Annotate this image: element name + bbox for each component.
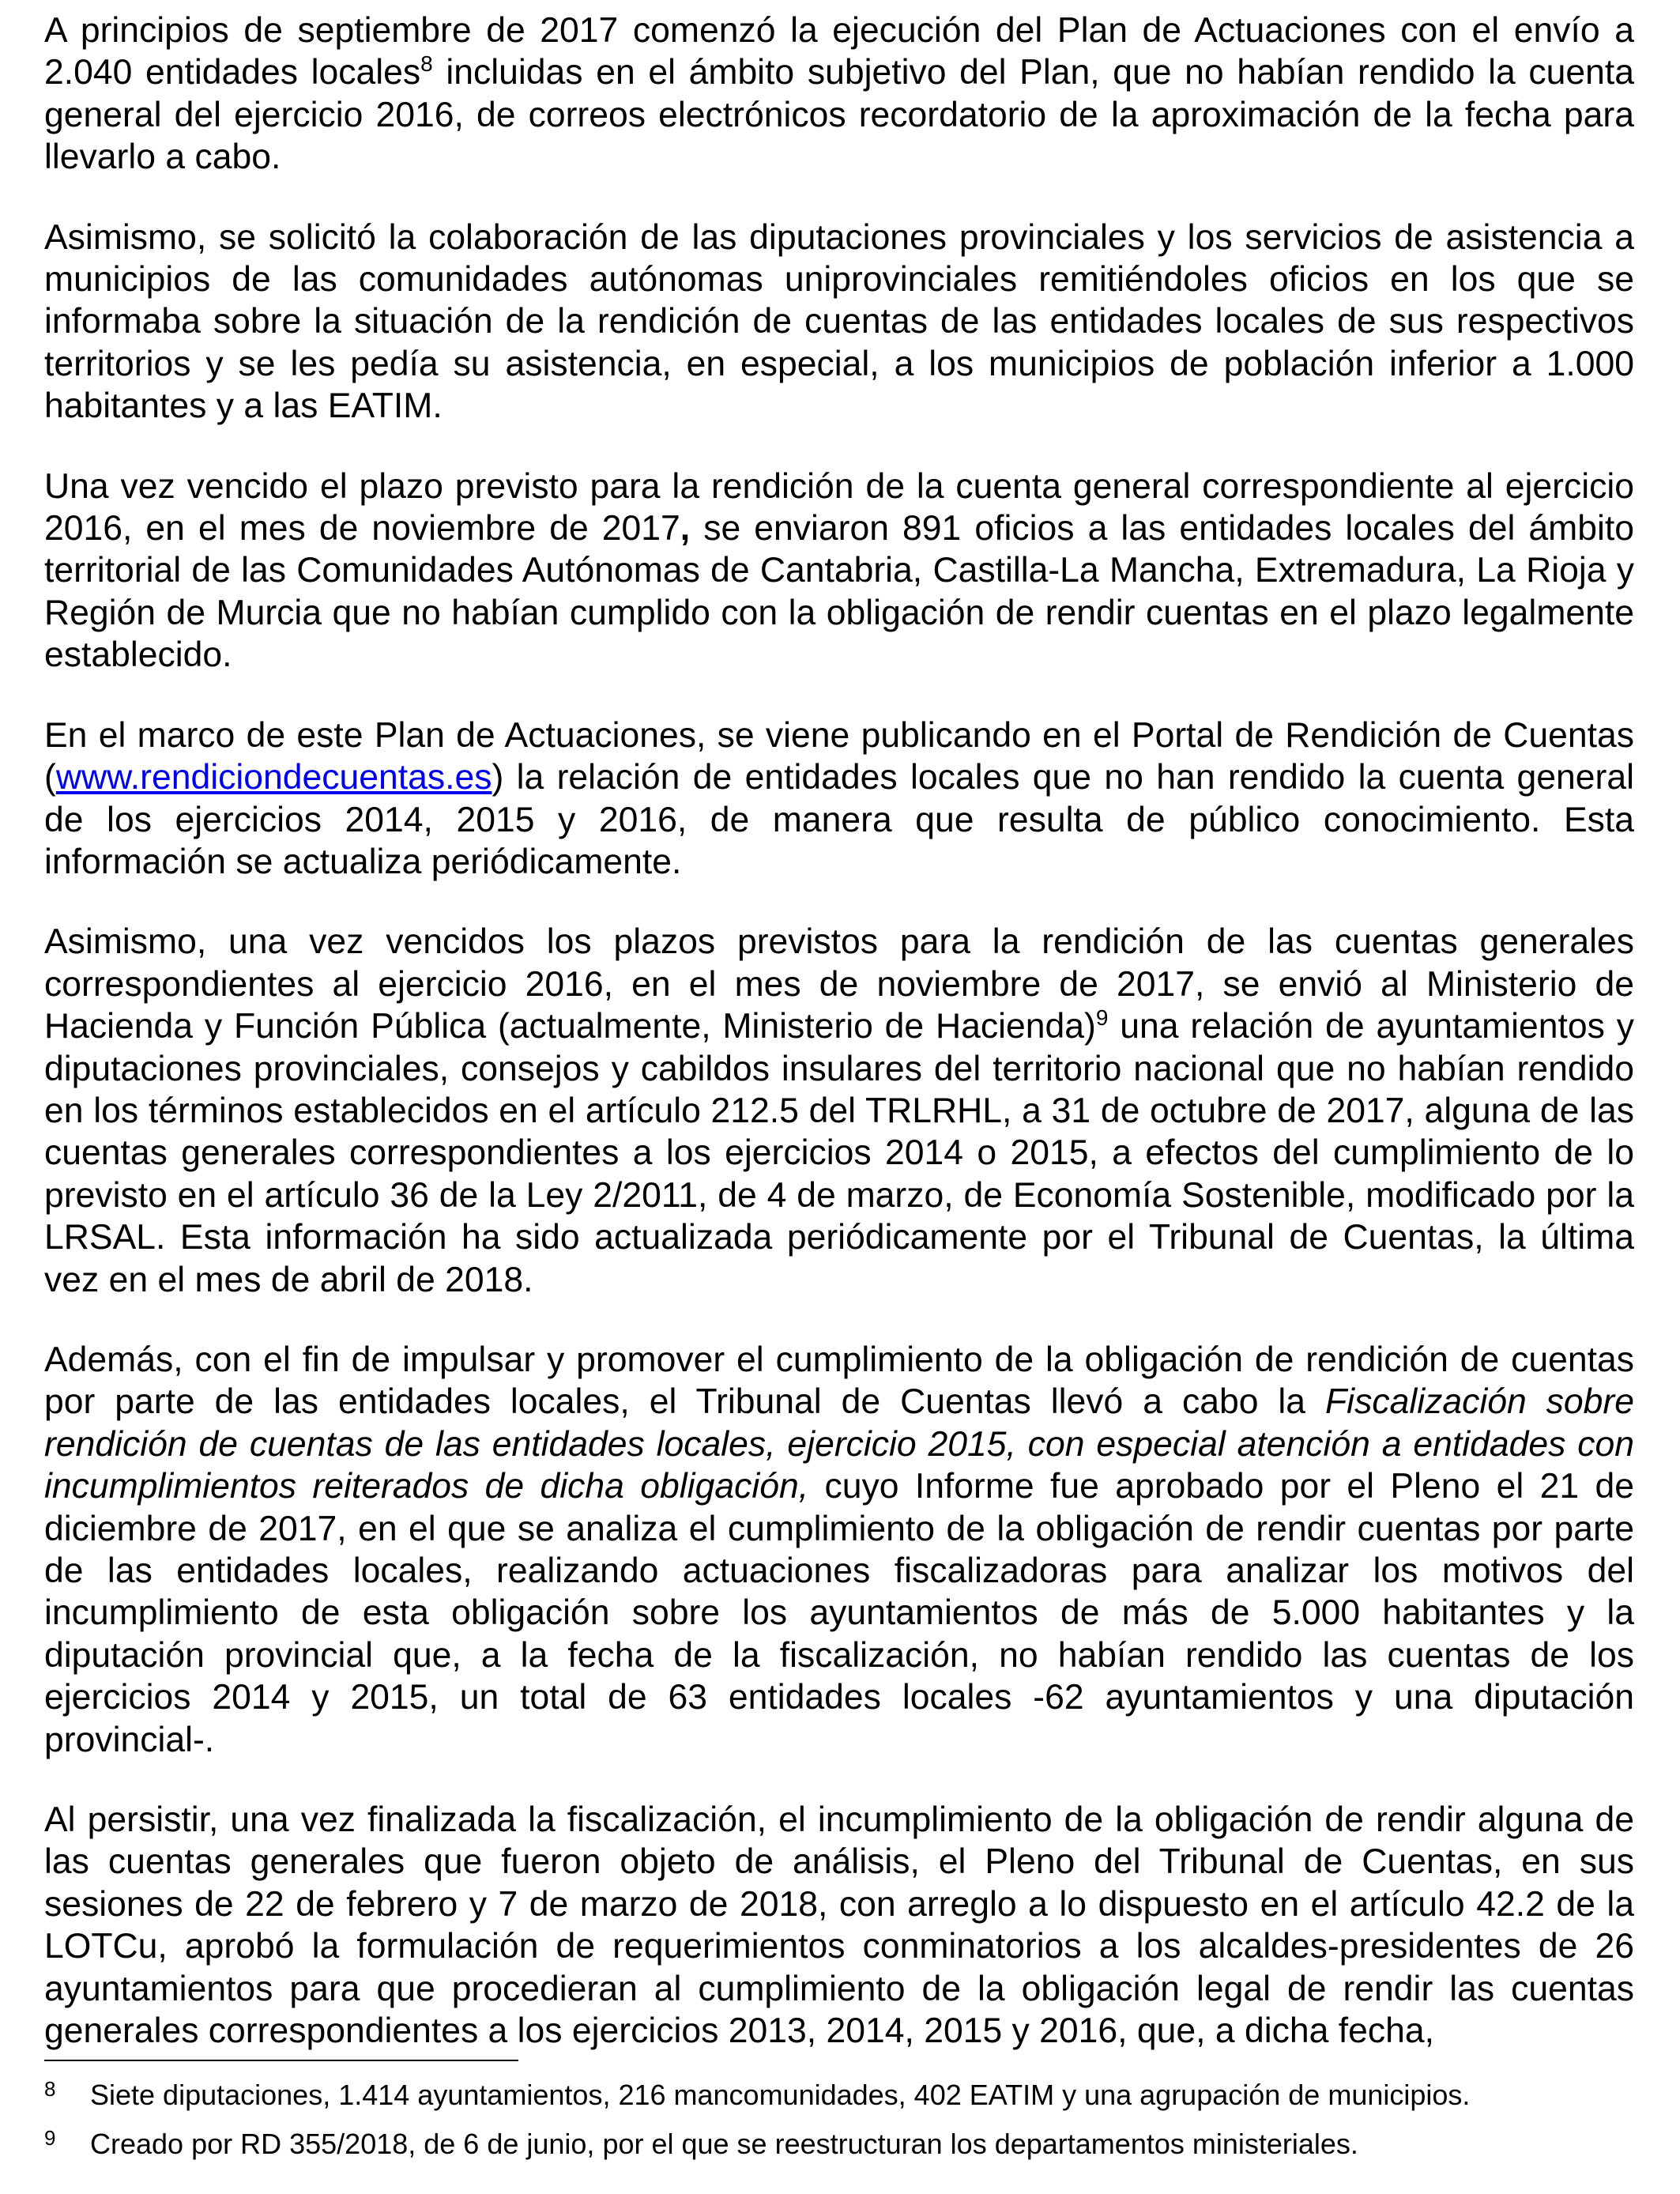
paragraph-6-text-b: cuyo Informe fue aprobado por el Pleno el 21 de diciembre de 2017, en el que se analiza el cumplimiento de la obligación de rendir cuentas por parte de las entidades locales, realizando actuaciones fiscalizadoras para analizar los motivos del incumplimiento de esta obligación sobre los ayuntamientos de más de 5.000 habitantes y la diputación provincial que, a la fecha de la fiscalización, no habían rendido las cuentas de los ejercicios 2014 y 2015, un total de 63 entidades locales -62 ayuntamientos y una diputación provincial-. [44, 1467, 1635, 1759]
document-body [44, 9, 1634, 2090]
footnote-text: Siete diputaciones, 1.414 ayuntamientos, 216 mancomunidades, 402 EATIM y una agrupación de municipios. [90, 2079, 1471, 2111]
paragraph-1-text-b: incluidas en el ámbito subjetivo del Plan, que no habían rendido la cuenta general del ejercicio 2016, de correos electrónicos recordatorio de la aproximación de la fecha para llevarlo a cabo. [44, 53, 1634, 177]
paragraph-3-text-a: Una vez vencido el plazo previsto para la rendición de la cuenta general correspondiente al ejercicio 2016, en el mes de noviembre de 2017 [44, 466, 1634, 548]
paragraph-5-text-b: una relación de ayuntamientos y diputaciones provinciales, consejos y cabildos insulares del territorio nacional que no habían rendido en los términos establecidos en el artículo 212.5 del TRLRHL, a 31 de octubre de 2017, alguna de las cuentas generales correspondientes a los ejercicios 2014 o 2015, a efectos del cumplimiento de lo previsto en el artículo 36 de la Ley 2/2011, de 4 de marzo, de Economía Sostenible, modificado por la LRSAL. Esta información ha sido actualizada periódicamente por el Tribunal de Cuentas, la última vez en el mes de abril de 2018. [44, 1007, 1634, 1299]
paragraph-5-text-a: Asimismo, una vez vencidos los plazos previstos para la rendición de las cuentas generales correspondientes al ejercicio 2016, en el mes de noviembre de 2017, se envió al Ministerio de Hacienda y Función Pública (actualmente, Ministerio de Hacienda) [44, 922, 1634, 1046]
paragraph-3-bold-comma: , [680, 509, 691, 548]
paragraph-7: Al persistir, una vez finalizada la fiscalización, el incumplimiento de la obligación de rendir alguna de las cuentas generales que fueron objeto de análisis, el Pleno del Tribunal de Cuentas, en sus sesiones de 22 de febrero y 7 de marzo de 2018, con arreglo a lo dispuesto en el artículo 42.2 de la LOTCu, aprobó la formulación de requerimientos conminatorios a los alcaldes-presidentes de 26 ayuntamientos para que procedieran al cumplimiento de la obligación legal de rendir las cuentas generales correspondientes a los ejercicios 2013, 2014, 2015 y 2016, que, a dicha fecha, [44, 1800, 1634, 2051]
paragraph-3 [44, 466, 1634, 677]
footnote-9 [44, 2128, 1634, 2161]
portal-link[interactable]: www.rendiciondecuentas.es [55, 758, 492, 797]
footnote-number: 9 [44, 2126, 56, 2150]
paragraph-1 [44, 9, 1634, 179]
footnote-text: Creado por RD 355/2018, de 6 de junio, por el que se reestructuran los departamentos ministeriales. [90, 2128, 1358, 2160]
paragraph-3-text-b: se enviaron 891 oficios a las entidades locales del ámbito territorial de las Comunidades Autónomas de Cantabria, Castilla-La Mancha, Extremadura, La Rioja y Región de Murcia que no habían cumplido con la obligación de rendir cuentas en el plazo legalmente establecido. [44, 509, 1634, 675]
paragraph-4-text-b: ) la relación de entidades locales que no han rendido la cuenta general de los ejercicios 2014, 2015 y 2016, de manera que resulta de público conocimiento. Esta información se actualiza periódicamente. [44, 758, 1634, 881]
paragraph-1-text-a: A principios de septiembre de 2017 comenzó la ejecución del Plan de Actuaciones con el envío a 2.040 entidades locales [44, 11, 1634, 92]
paragraph-4 [44, 714, 1634, 884]
footnote-ref-9[interactable]: 9 [1095, 1005, 1109, 1031]
paragraph-6 [44, 1339, 1634, 1761]
footnote-separator [44, 2060, 518, 2061]
paragraph-5 [44, 921, 1634, 1301]
footnote-number: 8 [44, 2077, 56, 2101]
footnote-ref-8[interactable]: 8 [420, 51, 433, 77]
footnotes [44, 2079, 1634, 2177]
paragraph-2: Asimismo, se solicitó la colaboración de las diputaciones provinciales y los servicios de asistencia a municipios de las comunidades autónomas uniprovinciales remitiéndoles oficios en los que se informaba sobre la situación de la rendición de cuentas de las entidades locales de sus respectivos territorios y se les pedía su asistencia, en especial, a los municipios de población inferior a 1.000 habitantes y a las EATIM. [44, 217, 1634, 426]
footnote-8 [44, 2079, 1634, 2112]
paragraph-6-text-a: Además, con el fin de impulsar y promover el cumplimiento de la obligación de rendición de cuentas por parte de las entidades locales, el Tribunal de Cuentas llevó a cabo la [44, 1340, 1634, 1422]
paragraph-4-text-a: En el marco de este Plan de Actuaciones, se viene publicando en el Portal de Rendición de Cuentas ( [44, 715, 1634, 797]
report-title-italic: Fiscalización sobre rendición de cuentas de las entidades locales, ejercicio 2015, con especial atención a entidades con incumplimientos reiterados de dicha obligación, [44, 1382, 1634, 1506]
